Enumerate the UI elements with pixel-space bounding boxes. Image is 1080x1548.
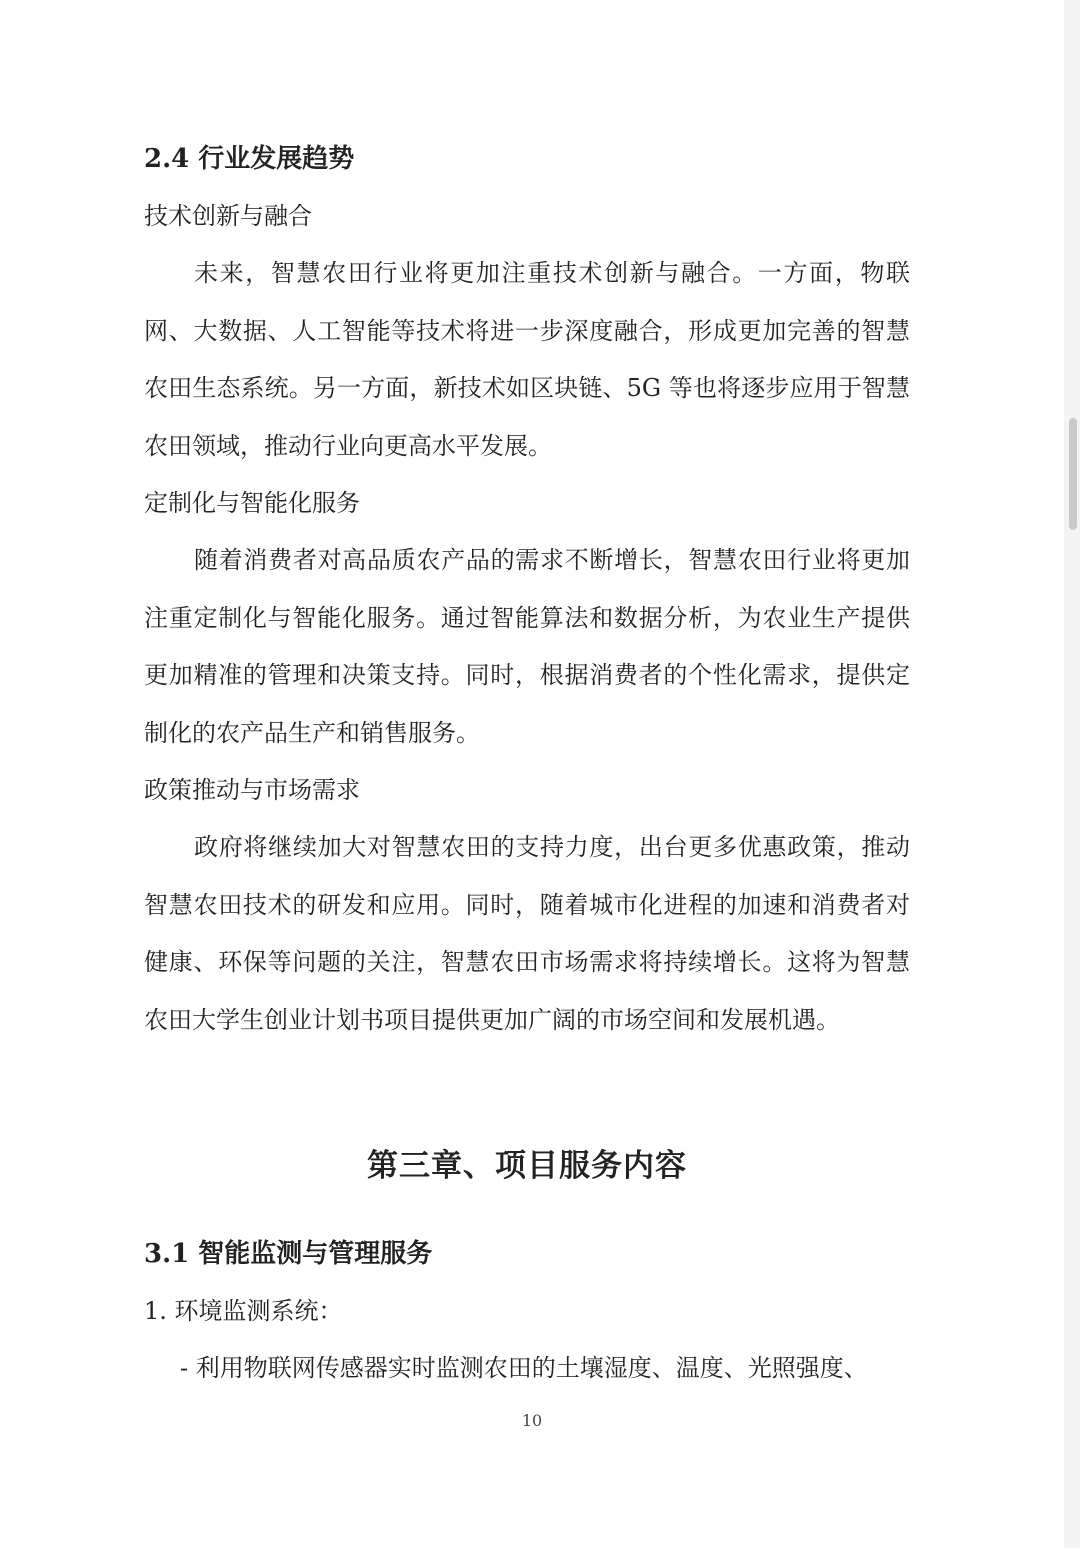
subheading-custom-service: 定制化与智能化服务: [144, 489, 360, 517]
vertical-scrollbar[interactable]: [1064, 0, 1080, 1548]
list-item-environment-monitoring: 1. 环境监测系统：: [144, 1297, 343, 1325]
subheading-tech-innovation: 技术创新与融合: [144, 202, 312, 230]
page-number: 10: [521, 1411, 543, 1430]
scrollbar-thumb[interactable]: [1069, 418, 1077, 530]
bullet-iot-sensors: - 利用物联网传感器实时监测农田的土壤湿度、温度、光照强度、: [180, 1354, 868, 1382]
section-heading-2-4: 2.4 行业发展趋势: [144, 144, 355, 174]
paragraph-custom-service: 随着消费者对高品质农产品的需求不断增长，智慧农田行业将更加注重定制化与智能化服务。通过智能算法和数据分析，为农业生产提供更加精准的管理和决策支持。同时，根据消费者的个性化需求，提供定制化的农产品生产和销售服务。: [144, 546, 910, 747]
subheading-policy-market: 政策推动与市场需求: [144, 776, 360, 804]
paragraph-policy-market: 政府将继续加大对智慧农田的支持力度，出台更多优惠政策，推动智慧农田技术的研发和应用。同时，随着城市化进程的加速和消费者对健康、环保等问题的关注，智慧农田市场需求将持续增长。这将为智慧农田大学生创业计划书项目提供更加广阔的市场空间和发展机遇。: [144, 833, 910, 1034]
paragraph-tech-innovation: 未来，智慧农田行业将更加注重技术创新与融合。一方面，物联网、大数据、人工智能等技术将进一步深度融合，形成更加完善的智慧农田生态系统。另一方面，新技术如区块链、5G 等也将逐步应用于智慧农田领域，推动行业向更高水平发展。: [144, 259, 910, 460]
section-heading-3-1: 3.1 智能监测与管理服务: [144, 1239, 433, 1269]
chapter-title: 第三章、项目服务内容: [367, 1148, 687, 1184]
